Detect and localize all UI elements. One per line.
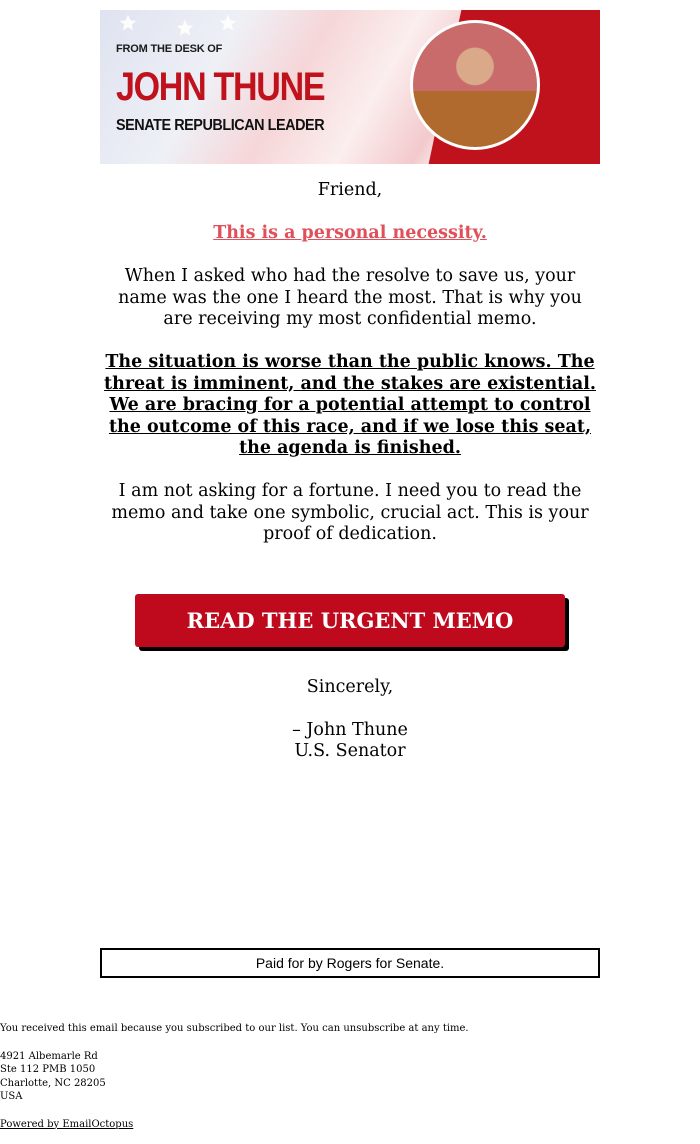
paragraph-3: I am not asking for a fortune. I need you to read the memo and take one symbolic, crucial act. This is your proof of dedication. — [111, 481, 589, 544]
header-banner — [100, 10, 600, 164]
star-icon — [218, 13, 238, 33]
paragraph-1: When I asked who had the resolve to save us, your name was the one I heard the most. That is why you are receiving my most confidential memo. — [118, 266, 582, 329]
address-line: Charlotte, NC 28205 — [0, 1077, 106, 1089]
mailing-address — [0, 1050, 469, 1104]
powered-by-link[interactable]: Powered by EmailOctopus — [0, 1118, 134, 1130]
address-line: 4921 Albemarle Rd — [0, 1050, 98, 1062]
star-icon — [118, 13, 138, 33]
signature: – John Thune — [292, 719, 408, 740]
paragraph-2: The situation is worse than the public knows. The threat is imminent, and the stakes are existential. We are bracing for a potential attempt to control the outcome of this race, and if we lose this seat, the agenda is finished. — [104, 352, 596, 458]
senator-photo — [410, 20, 540, 150]
star-icon — [175, 18, 195, 38]
signoff: Sincerely, — [306, 676, 394, 697]
headline-link[interactable]: This is a personal necessity. — [213, 223, 487, 243]
banner-from: FROM THE DESK OF — [116, 43, 223, 55]
address-line: Ste 112 PMB 1050 — [0, 1064, 96, 1075]
signature-title: U.S. Senator — [294, 741, 406, 761]
greeting: Friend, — [317, 180, 383, 200]
footer — [0, 1022, 469, 1131]
address-line: USA — [0, 1091, 23, 1102]
banner-name: JOHN THUNE — [116, 65, 325, 109]
email-body — [100, 10, 600, 763]
read-memo-button[interactable]: READ THE URGENT MEMO — [135, 594, 565, 647]
subscription-notice: You received this email because you subscribed to our list. You can unsubscribe at any time. — [0, 1023, 469, 1034]
banner-role: SENATE REPUBLICAN LEADER — [116, 117, 325, 134]
paid-for-disclaimer: Paid for by Rogers for Senate. — [100, 948, 600, 978]
